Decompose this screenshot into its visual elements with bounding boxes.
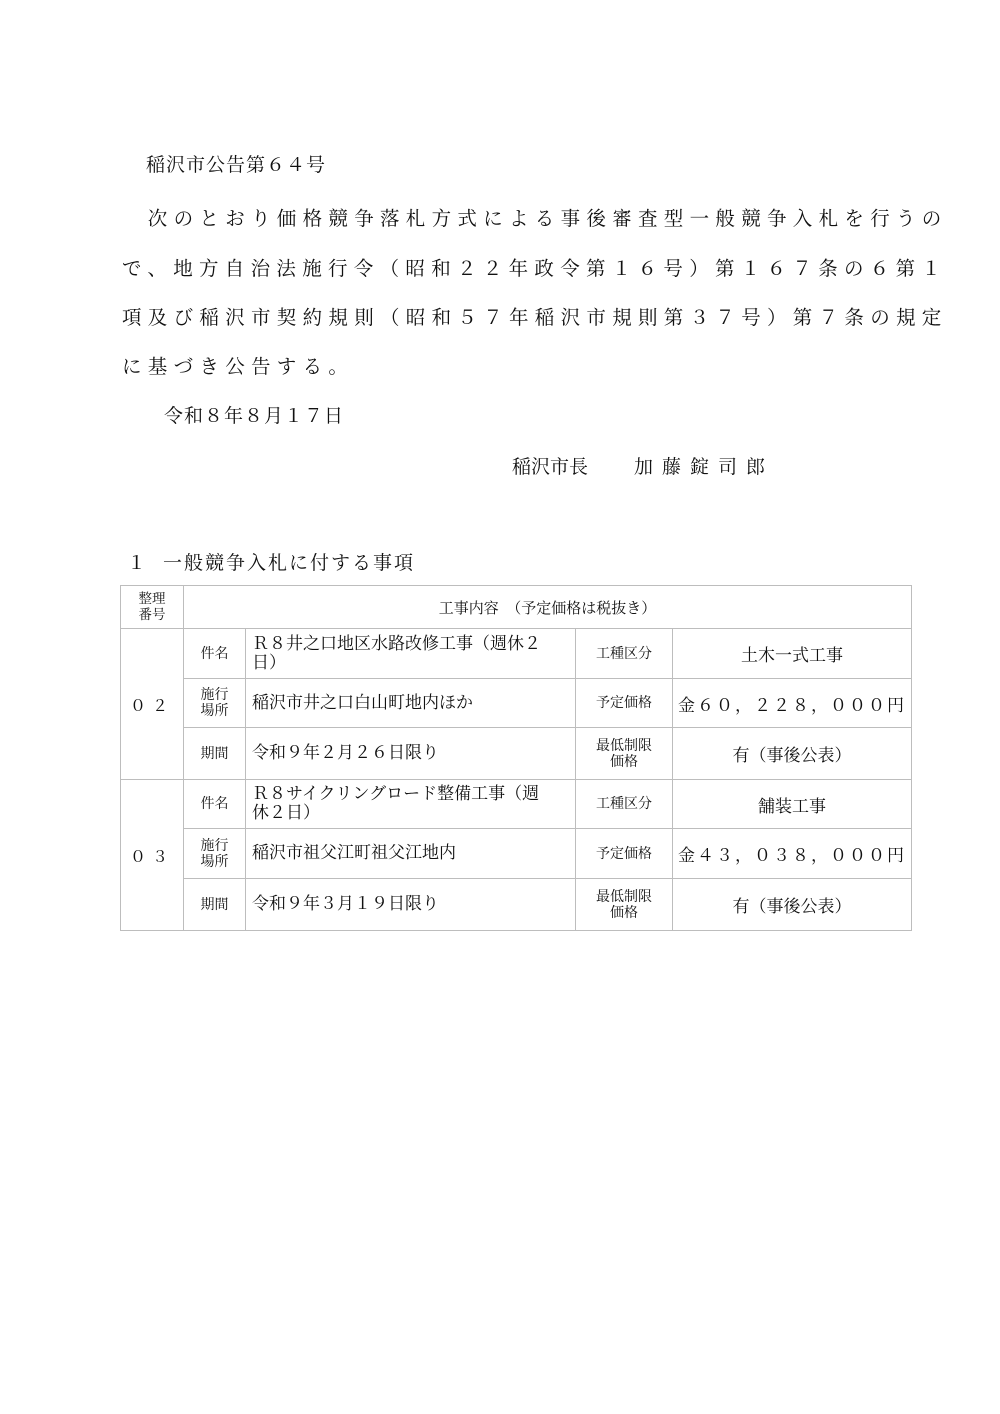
item-number: ０２	[121, 629, 184, 780]
header-content-cell: 工事内容 （予定価格は税抜き）	[184, 586, 912, 629]
table-row	[121, 679, 912, 728]
signer-name: 加藤錠司郎	[634, 456, 775, 478]
item-name-line2: 休２日）	[252, 803, 320, 823]
item-name-line1: Ｒ８サイクリングロード整備工事（週	[252, 784, 540, 804]
label-place	[184, 679, 246, 728]
header-number-cell	[121, 586, 184, 629]
item-name-line1: Ｒ８井之口地区水路改修工事（週休２	[252, 633, 541, 654]
label-category: 工種区分	[576, 780, 673, 829]
label-min-price-line2: 価格	[610, 753, 638, 770]
item-period: 令和９年２月２６日限り	[246, 728, 576, 780]
header-number-line2: 番号	[138, 607, 166, 623]
label-price: 予定価格	[576, 679, 673, 728]
section-title: 一般競争入札に付する事項	[163, 552, 416, 574]
item-place: 稲沢市祖父江町祖父江地内	[246, 829, 576, 879]
table-row	[121, 879, 912, 931]
item-period: 令和９年３月１９日限り	[246, 879, 576, 931]
table-row	[121, 728, 912, 780]
label-place-line1: 施行	[200, 837, 229, 854]
label-place	[184, 829, 246, 879]
item-name	[246, 629, 576, 679]
body-line: に基づき公告する。	[122, 355, 355, 378]
table-row	[121, 780, 912, 829]
label-min-price-line2: 価格	[610, 904, 638, 921]
item-category: 舗装工事	[673, 780, 912, 829]
item-price: 金４３，０３８，０００円	[673, 829, 912, 879]
body-line: で、地方自治法施行令（昭和２２年政令第１６号）第１６７条の６第１	[122, 257, 948, 280]
label-price: 予定価格	[576, 829, 673, 879]
signer-title: 稲沢市長	[512, 456, 589, 478]
label-min-price	[576, 728, 673, 780]
label-period: 期間	[184, 879, 246, 931]
item-category: 土木一式工事	[673, 629, 912, 679]
table-row	[121, 829, 912, 879]
section-heading	[127, 548, 415, 575]
body-line: 次のとおり価格競争落札方式による事後審査型一般競争入札を行うの	[122, 207, 948, 230]
label-place-line2: 場所	[200, 853, 229, 870]
item-number: ０３	[121, 780, 184, 931]
item-name	[246, 780, 576, 829]
label-min-price-line1: 最低制限	[596, 888, 652, 905]
table-row	[121, 629, 912, 679]
body-line: 項及び稲沢市契約規則（昭和５７年稲沢市規則第３７号）第７条の規定	[122, 306, 948, 329]
label-place-line1: 施行	[200, 687, 229, 703]
item-min-price: 有（事後公表）	[673, 879, 912, 931]
table-header-row	[121, 586, 912, 629]
label-min-price-line1: 最低制限	[596, 737, 652, 754]
label-category: 工種区分	[576, 629, 673, 679]
section-number: １	[127, 552, 149, 574]
header-number-line1: 整理	[138, 591, 166, 607]
item-place: 稲沢市井之口白山町地内ほか	[246, 679, 576, 728]
label-min-price	[576, 879, 673, 931]
notice-number: 稲沢市公告第６４号	[146, 154, 327, 176]
item-min-price: 有（事後公表）	[673, 728, 912, 780]
label-name: 件名	[184, 629, 246, 679]
notice-date: 令和８年８月１７日	[164, 405, 345, 427]
item-price: 金６０，２２８，０００円	[673, 679, 912, 728]
bid-items-table	[120, 585, 912, 931]
label-period: 期間	[184, 728, 246, 780]
item-name-line2: 日）	[252, 652, 286, 673]
label-name: 件名	[184, 780, 246, 829]
label-place-line2: 場所	[200, 703, 229, 719]
